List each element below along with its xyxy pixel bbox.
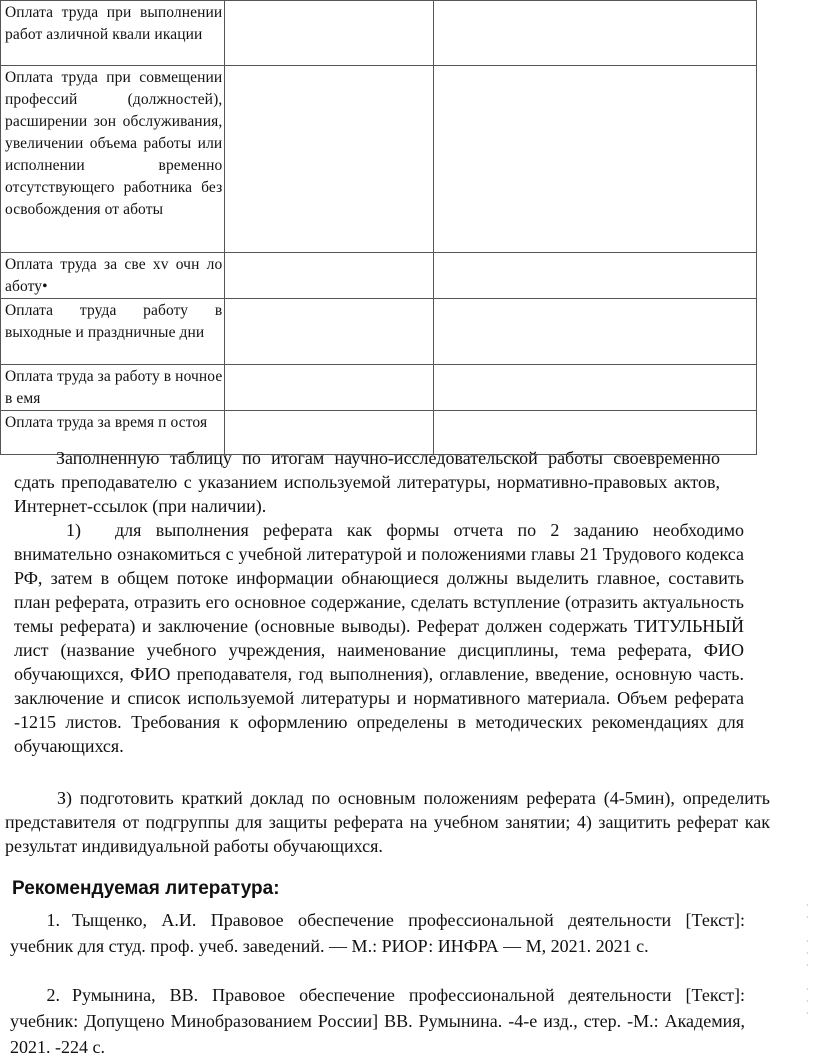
table-cell-empty: [225, 1, 434, 66]
table-cell-empty: [434, 66, 757, 253]
table-cell-empty: [225, 299, 434, 365]
table-cell-empty: [434, 299, 757, 365]
row-label: Оплата труда за работу в ночное в емя: [5, 368, 223, 407]
table-row: [1, 66, 757, 253]
row-label: Оплата труда за све xv очн ло аботу•: [5, 256, 223, 295]
table-row: [1, 299, 757, 365]
paragraph-report-instructions: З) подготовить краткий доклад по основным положениям реферата (4-5мин), определить представителя от подгруппы для защиты реферата на учебном занятии; 4) защитить реферат как результат индивидуальной работы обучающихся.: [5, 788, 770, 856]
row-label: Оплата труда за время п остоя: [5, 414, 208, 431]
table-cell-empty: [434, 1, 757, 66]
list-number: 1): [66, 520, 81, 540]
paragraph-table-submission: Заполненную таблицу по итогам научно-исследовательской работы своевременно сдать преподавателю с указанием используемой литературы, нормативно-правовых актов, Интернет-ссылок (при наличии).: [14, 448, 720, 516]
table-cell-label: [1, 1, 225, 66]
table-cell-label: [1, 299, 225, 365]
literature-heading: Рекомендуемая литература:: [12, 878, 280, 899]
wage-table: [0, 0, 757, 455]
row-label: Оплата труда работу в выходные и праздничные дни: [5, 302, 223, 341]
paragraph-essay-instructions: [14, 518, 744, 758]
table-row: [1, 365, 757, 411]
table-cell-empty: [225, 66, 434, 253]
table-cell-empty: [434, 365, 757, 411]
table-cell-empty: [225, 365, 434, 411]
table-row: [1, 1, 757, 66]
table-cell-label: [1, 253, 225, 299]
table-cell-label: [1, 365, 225, 411]
table-cell-empty: [434, 253, 757, 299]
scan-margin-marks: · · · · · · · ·: [806, 901, 809, 1018]
literature-item: [10, 907, 745, 959]
literature-item-number: 2.: [46, 985, 60, 1005]
paragraph-text: для выполнения реферата как формы отчета по 2 заданию необходимо внимательно ознакомиться с учебной литературой и положениями главы 21 Трудового кодекса РФ, затем в общем потоке информации обнающиеся должны выделить главное, составить план реферата, отразить его основное содержание, сделать вступление (отразить актуальность темы реферата) и заключение (основные выводы). Реферат должен содержать ТИТУЛЬНЫЙ лист (название учебного учреждения, наименование дисциплины, тема реферата, ФИО обучающихся, ФИО преподавателя, год выполнения), оглавление, введение, основную часть. заключение и список используемой литературы и нормативного материала. Объем реферата -1215 листов. Требования к оформлению определены в методических рекомендациях для обучающихся.: [14, 520, 744, 756]
row-label: Оплата труда при совмещении профессий (должностей), расширении зон обслуживания, увеличении объема работы или исполнении временно отсутствующего работника без освобождения от аботы: [5, 69, 223, 218]
table-cell-empty: [225, 253, 434, 299]
literature-item-number: 1.: [46, 910, 60, 930]
literature-item-text: Тыщенко, А.И. Правовое обеспечение профессиональной деятельности [Текст]: учебник для студ. проф. учеб. заведений. — М.: РИОР: ИНФРА — М, 2021. 2021 с.: [10, 910, 745, 956]
literature-item: [10, 982, 745, 1060]
row-label: Оплата труда при выполнении работ азличной квали икации: [5, 4, 223, 43]
table-cell-label: [1, 66, 225, 253]
table-row: [1, 253, 757, 299]
literature-item-text: Румынина, ВВ. Правовое обеспечение профессиональной деятельности [Текст]: учебник: Допущено Минобразованием России] ВВ. Румынина. -4-е изд., стер. -М.: Академия, 2021. -224 с.: [10, 985, 745, 1057]
